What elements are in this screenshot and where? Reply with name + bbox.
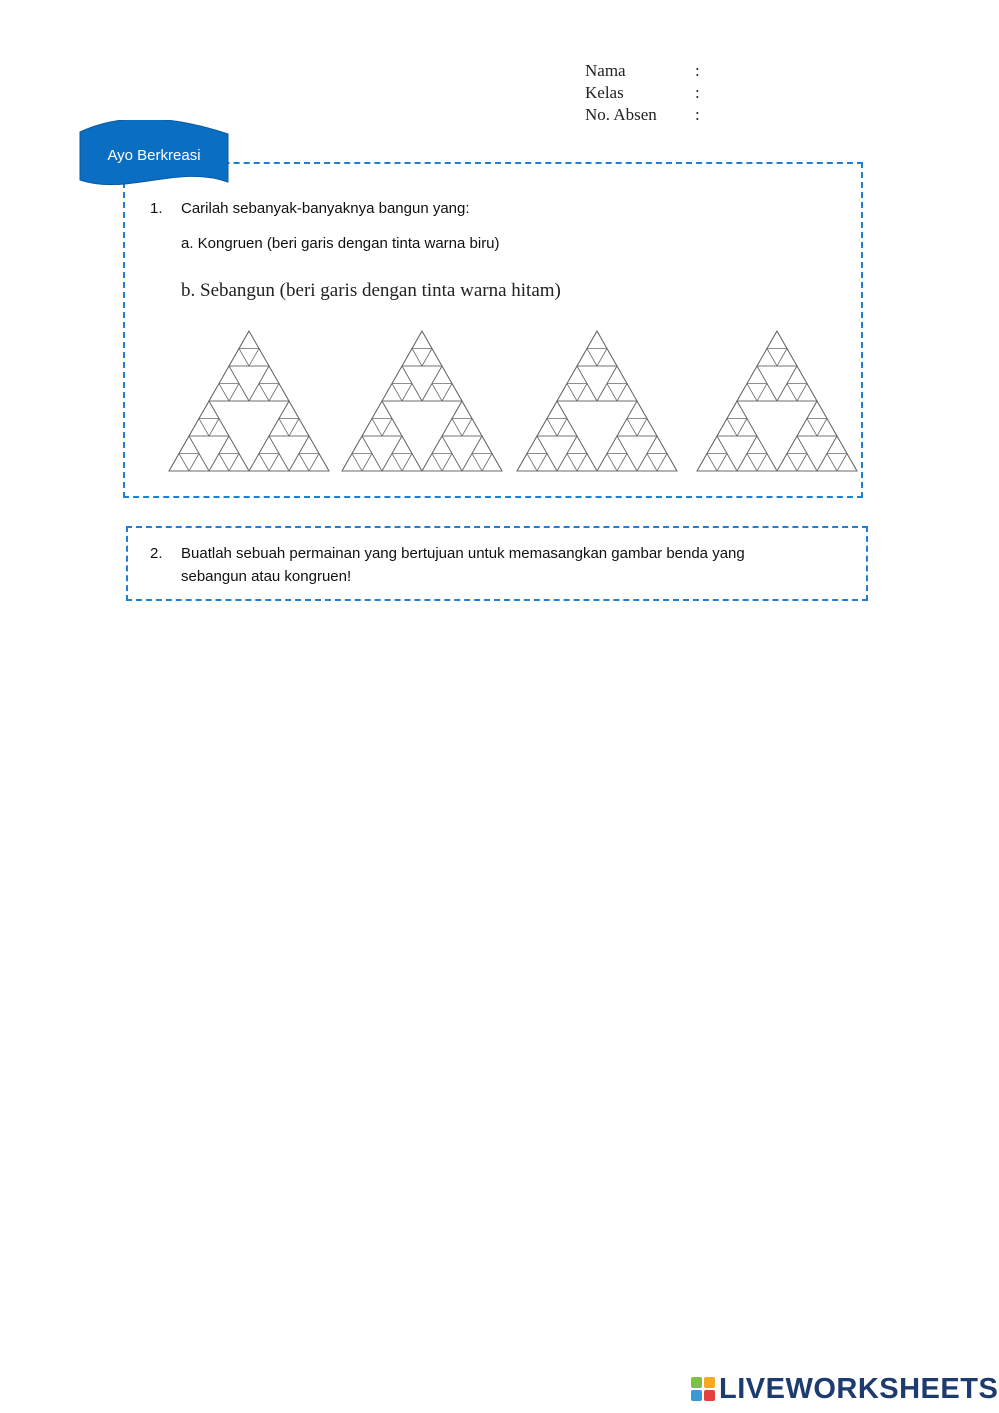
triangle-segment xyxy=(412,331,432,349)
triangle-segment xyxy=(777,454,797,472)
triangle-segment xyxy=(279,401,299,419)
question-1-sub-a: a. Kongruen (beri garis dengan tinta warna biru) xyxy=(181,235,500,252)
triangle-segment xyxy=(432,436,452,454)
triangle-segment xyxy=(537,454,557,472)
triangle-segment xyxy=(737,419,757,437)
triangle-segment xyxy=(827,436,847,454)
triangle-segment xyxy=(577,349,597,367)
triangle-segment xyxy=(209,384,229,402)
triangle-segment xyxy=(179,436,199,454)
triangle-segment xyxy=(209,419,229,437)
triangle-segment xyxy=(462,419,482,437)
triangle-segment xyxy=(567,436,587,454)
triangle-segment xyxy=(362,419,382,437)
triangle-segment xyxy=(617,419,637,437)
triangle-segment xyxy=(249,454,269,472)
triangle-segment xyxy=(657,454,677,472)
triangle-segment xyxy=(309,454,329,472)
liveworksheets-icon xyxy=(690,1376,716,1402)
triangle-segment xyxy=(169,454,189,472)
triangle-segment xyxy=(527,436,547,454)
triangle-segment xyxy=(482,454,502,472)
triangle-segment xyxy=(577,384,597,402)
triangle-segment xyxy=(647,436,667,454)
class-colon: : xyxy=(695,83,700,102)
triangle-segment xyxy=(219,366,239,384)
absen-colon: : xyxy=(695,105,700,124)
question-1-number: 1. xyxy=(150,200,163,217)
triangle-segment xyxy=(392,436,412,454)
question-1-sub-b: b. Sebangun (beri garis dengan tinta warna hitam) xyxy=(181,280,561,301)
triangle-segment xyxy=(209,454,229,472)
banner-title: Ayo Berkreasi xyxy=(107,147,201,164)
triangle-segment xyxy=(737,454,757,472)
triangle-segment xyxy=(597,384,617,402)
triangle-segment xyxy=(787,366,807,384)
triangle-segment xyxy=(807,401,827,419)
triangle-segment xyxy=(392,366,412,384)
triangle-segment xyxy=(189,454,209,472)
triangle-segment xyxy=(382,419,402,437)
triangle-segment xyxy=(362,454,382,472)
sierpinski-triangle-2[interactable] xyxy=(341,330,503,472)
triangle-segment xyxy=(382,384,402,402)
triangle-segment xyxy=(697,454,717,472)
question-2-line-1: Buatlah sebuah permainan yang bertujuan untuk memasangkan gambar benda yang xyxy=(181,545,745,562)
triangle-segment xyxy=(567,366,587,384)
question-1-text: Carilah sebanyak-banyaknya bangun yang: xyxy=(181,200,470,217)
triangle-segment xyxy=(837,454,857,472)
triangle-segment xyxy=(199,401,219,419)
triangle-segment xyxy=(597,454,617,472)
absen-label: No. Absen xyxy=(585,105,657,124)
sierpinski-triangle-1[interactable] xyxy=(168,330,330,472)
triangle-segment xyxy=(707,436,727,454)
triangle-segment xyxy=(269,384,289,402)
name-row xyxy=(585,60,700,82)
triangle-segment xyxy=(617,454,637,472)
student-info xyxy=(585,60,700,126)
triangle-segment xyxy=(797,419,817,437)
triangle-segment xyxy=(269,454,289,472)
absen-row xyxy=(585,104,700,126)
triangle-segment xyxy=(767,331,787,349)
triangle-segment xyxy=(249,349,269,367)
triangle-segment xyxy=(299,436,319,454)
triangle-segment xyxy=(229,349,249,367)
logo-text: LIVEWORKSHEETS xyxy=(719,1372,999,1405)
triangle-segment xyxy=(577,454,597,472)
triangle-segment xyxy=(342,454,362,472)
triangle-segment xyxy=(757,384,777,402)
triangle-segment xyxy=(757,454,777,472)
triangle-segment xyxy=(402,349,422,367)
triangle-segment xyxy=(747,436,767,454)
liveworksheets-logo xyxy=(690,1372,998,1406)
triangle-segment xyxy=(269,419,289,437)
triangle-segment xyxy=(607,436,627,454)
triangle-segment xyxy=(777,349,797,367)
name-label: Nama xyxy=(585,61,626,80)
name-colon: : xyxy=(695,61,700,80)
triangle-segment xyxy=(717,419,737,437)
triangle-segment xyxy=(757,349,777,367)
class-label: Kelas xyxy=(585,83,624,102)
triangle-segment xyxy=(289,454,309,472)
triangle-segment xyxy=(442,384,462,402)
question-2-line-2: sebangun atau kongruen! xyxy=(181,568,352,585)
triangle-segment xyxy=(472,436,492,454)
triangle-segment xyxy=(797,454,817,472)
triangle-segment xyxy=(219,436,239,454)
sierpinski-triangle-3[interactable] xyxy=(516,330,678,472)
triangle-segment xyxy=(422,349,442,367)
triangle-segment xyxy=(557,454,577,472)
triangle-segment xyxy=(787,436,807,454)
triangle-segment xyxy=(597,349,617,367)
triangle-segment xyxy=(537,419,557,437)
triangle-segment xyxy=(547,401,567,419)
triangle-segment xyxy=(517,454,537,472)
triangle-segment xyxy=(442,454,462,472)
triangle-segment xyxy=(817,419,837,437)
triangle-segment xyxy=(797,384,817,402)
triangle-segment xyxy=(372,401,392,419)
triangle-segment xyxy=(637,419,657,437)
triangle-segment xyxy=(259,366,279,384)
sierpinski-triangle-4[interactable] xyxy=(696,330,858,472)
triangle-segment xyxy=(462,454,482,472)
triangle-segment xyxy=(229,384,249,402)
triangle-segment xyxy=(777,384,797,402)
triangle-segment xyxy=(259,436,279,454)
triangle-segment xyxy=(607,366,627,384)
triangle-segment xyxy=(189,419,209,437)
triangle-segment xyxy=(239,331,259,349)
triangle-segment xyxy=(402,384,422,402)
triangle-segment xyxy=(587,331,607,349)
triangle-segment xyxy=(617,384,637,402)
triangle-segment xyxy=(249,384,269,402)
triangle-segment xyxy=(557,419,577,437)
triangle-segment xyxy=(382,454,402,472)
triangle-segment xyxy=(637,454,657,472)
triangle-segment xyxy=(747,366,767,384)
triangle-segment xyxy=(422,384,442,402)
triangle-segment xyxy=(229,454,249,472)
class-row xyxy=(585,82,700,104)
triangle-segment xyxy=(817,454,837,472)
triangle-segment xyxy=(557,384,577,402)
triangle-segment xyxy=(289,419,309,437)
triangle-segment xyxy=(717,454,737,472)
question-2-number: 2. xyxy=(150,545,163,562)
triangle-segment xyxy=(627,401,647,419)
triangle-segment xyxy=(452,401,472,419)
triangle-segment xyxy=(737,384,757,402)
triangle-segment xyxy=(727,401,747,419)
triangle-segment xyxy=(352,436,372,454)
triangle-segment xyxy=(432,366,452,384)
triangle-segment xyxy=(442,419,462,437)
triangle-segment xyxy=(422,454,442,472)
triangle-segment xyxy=(402,454,422,472)
